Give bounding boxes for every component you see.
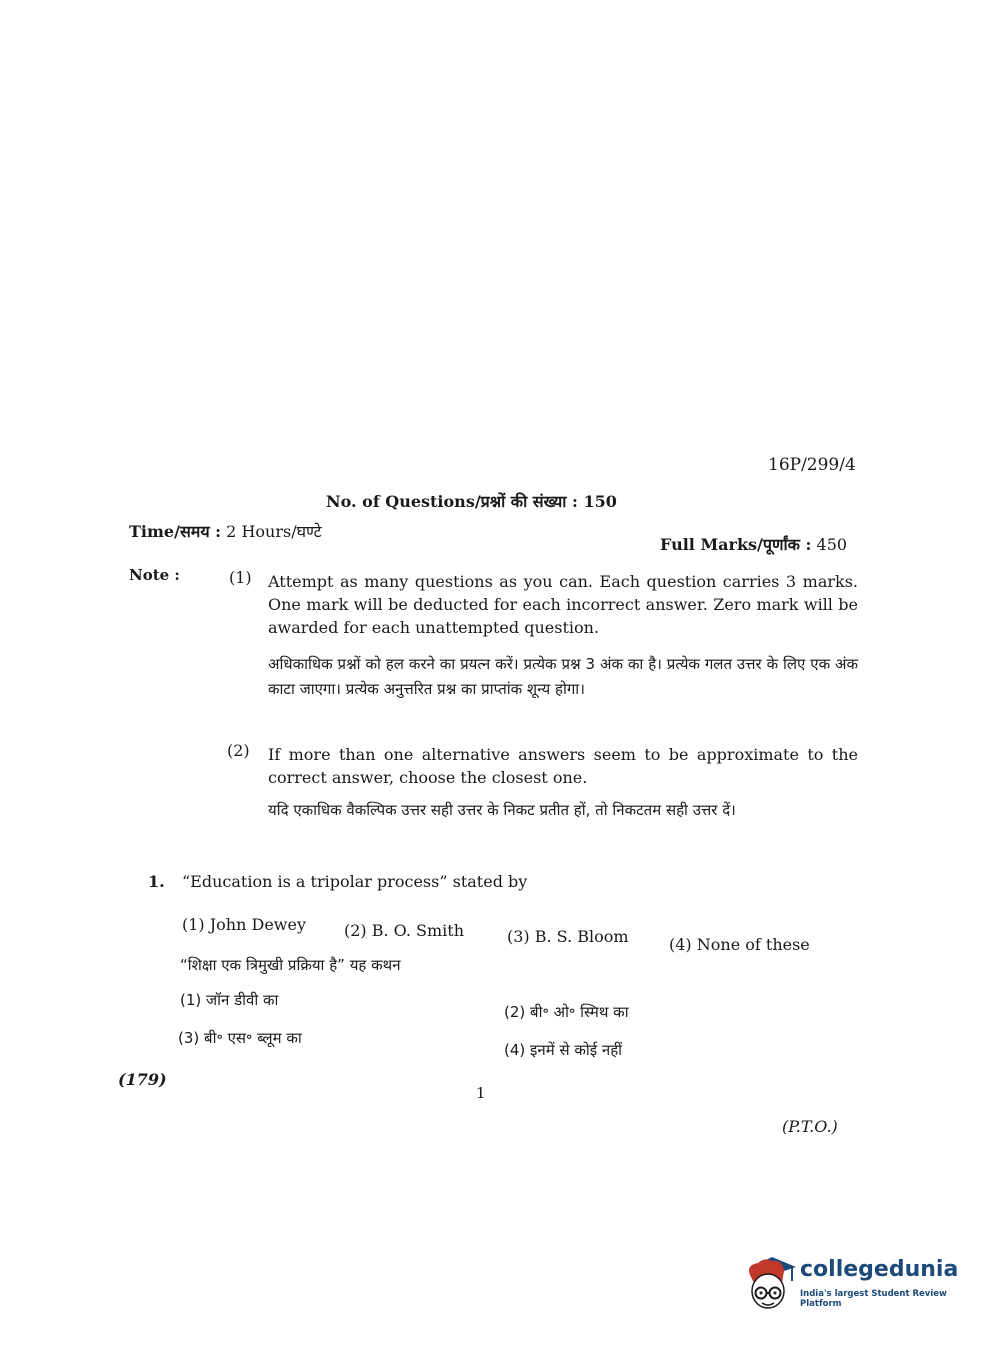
- note-2-english: If more than one alternative answers seem to be approximate to the correct answer, choose the closest one.: [268, 745, 858, 787]
- marks-label: Full Marks/पूर्णांक :: [660, 535, 812, 554]
- note-1-number: (1): [229, 568, 252, 587]
- q1-option-en-1: (1) John Dewey: [182, 915, 306, 934]
- note-label: Note :: [129, 566, 180, 584]
- time-info: [129, 520, 322, 542]
- full-marks-info: [660, 533, 847, 555]
- number-of-questions: No. of Questions/प्रश्नों की संख्या : 150: [326, 492, 617, 511]
- note-1-english: Attempt as many questions as you can. Each question carries 3 marks. One mark will be deducted for each incorrect answer. Zero mark will be awarded for each unattempted question.: [268, 572, 858, 637]
- question-1-stem-english: “Education is a tripolar process” stated by: [182, 872, 528, 891]
- q1-option-hi-1: (1) जॉन डीवी का: [180, 991, 279, 1009]
- please-turn-over: (P.T.O.): [782, 1117, 838, 1136]
- question-1-number: 1.: [148, 872, 165, 891]
- logo-tagline: India's largest Student Review Platform: [800, 1289, 947, 1309]
- question-1-stem-hindi: “शिक्षा एक त्रिमुखी प्रक्रिया है” यह कथन: [180, 956, 401, 974]
- time-label: Time/समय :: [129, 522, 222, 541]
- q1-option-en-3: (3) B. S. Bloom: [507, 927, 629, 946]
- q1-option-hi-4: (4) इनमें से कोई नहीं: [504, 1041, 623, 1059]
- time-value: 2 Hours/घण्टे: [226, 522, 322, 541]
- marks-value: 450: [816, 535, 848, 554]
- q1-option-en-4: (4) None of these: [669, 935, 810, 954]
- note-2-number: (2): [227, 741, 250, 760]
- page-code: (179): [118, 1070, 167, 1089]
- collegedunia-logo: [742, 1253, 972, 1313]
- q1-option-en-2: (2) B. O. Smith: [344, 921, 465, 940]
- paper-code: 16P/299/4: [768, 455, 856, 475]
- q1-option-hi-2: (2) बी॰ ओ॰ स्मिथ का: [504, 1003, 629, 1021]
- note-2-hindi: यदि एकाधिक वैकल्पिक उत्तर सही उत्तर के निकट प्रतीत हों, तो निकटतम सही उत्तर दें।: [268, 801, 736, 819]
- q1-option-hi-3: (3) बी॰ एस॰ ब्लूम का: [178, 1029, 302, 1047]
- note-1-hindi: अधिकाधिक प्रश्नों को हल करने का प्रयत्न करें। प्रत्येक प्रश्न 3 अंक का है। प्रत्येक गलत उत्तर के लिए एक अंक काटा जाएगा। प्रत्येक अनुत्तरित प्रश्न का प्राप्तांक शून्य होगा।: [268, 655, 858, 698]
- page-number: 1: [476, 1084, 486, 1102]
- logo-mascot-icon: [742, 1253, 798, 1313]
- logo-wordmark: collegedunia: [800, 1257, 959, 1282]
